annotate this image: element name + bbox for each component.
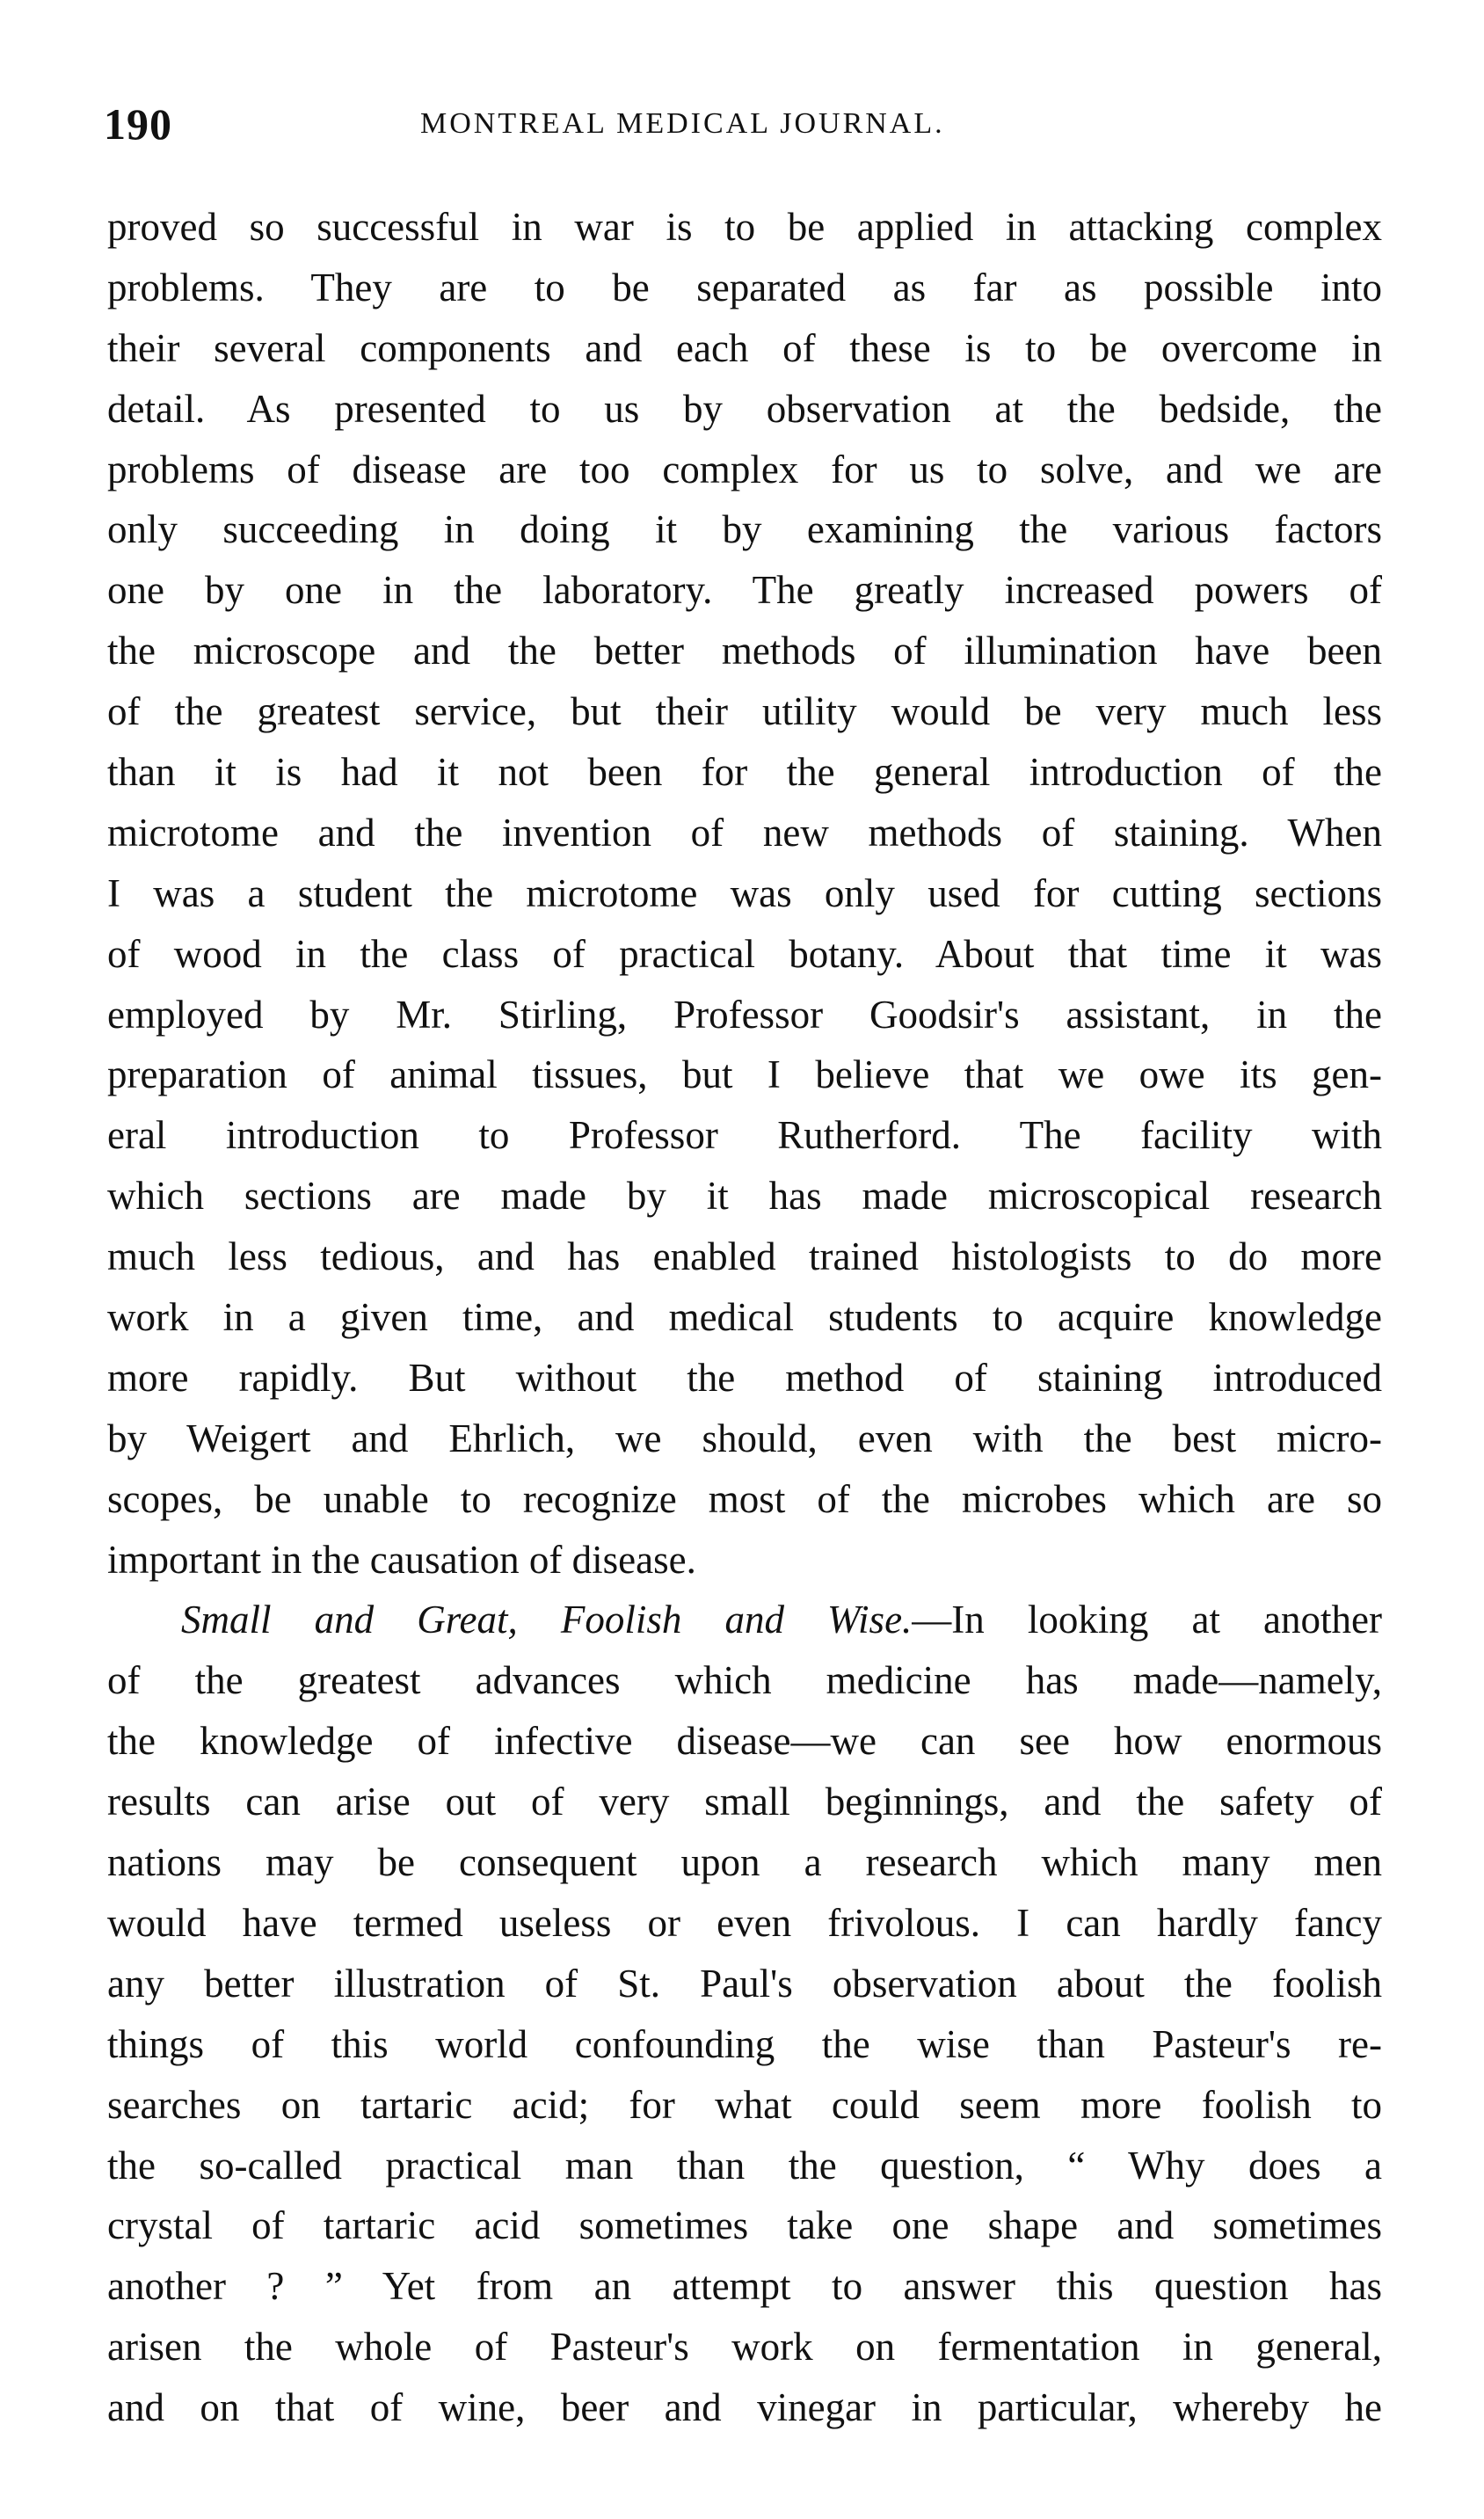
text-line: I was a student the microtome was only used for cutting sections [107, 870, 1382, 915]
text-line: the knowledge of infective disease—we can see how enormous [107, 1719, 1382, 1764]
text-line: eral introduction to Professor Rutherford. The facility with [107, 1113, 1382, 1158]
text-line: detail. As presented to us by observation at the bedside, the [107, 386, 1382, 431]
text-line: their several components and each of these is to be overcome in [107, 325, 1382, 370]
text-line: one by one in the laboratory. The greatly increased powers of [107, 568, 1382, 613]
text-line: work in a given time, and medical students to acquire knowledge [107, 1295, 1382, 1340]
text-line: would have termed useless or even frivolous. I can hardly fancy [107, 1900, 1382, 1945]
text-line: problems. They are to be separated as far as possible into [107, 265, 1382, 309]
text-line: employed by Mr. Stirling, Professor Goodsir's assistant, in the [107, 992, 1382, 1037]
text-line: arisen the whole of Pasteur's work on fermentation in general, [107, 2325, 1382, 2370]
text-line: searches on tartaric acid; for what could seem more foolish to [107, 2082, 1382, 2127]
text-line: problems of disease are too complex for us to solve, and we are [107, 447, 1382, 491]
paragraph-2 [107, 1590, 1382, 2437]
text-line: of the greatest service, but their utility would be very much less [107, 689, 1382, 734]
text-line: the so-called practical man than the question, “ Why does a [107, 2143, 1382, 2188]
text-line: results can arise out of very small beginnings, and the safety of [107, 1780, 1382, 1824]
section-heading: Small and Great, Foolish and Wise. [181, 1598, 913, 1642]
text-line: only succeeding in doing it by examining the various factors [107, 507, 1382, 552]
running-head [104, 98, 1387, 151]
text-line: crystal of tartaric acid sometimes take one shape and sometimes [107, 2203, 1382, 2248]
text-line: of the greatest advances which medicine has made—namely, [107, 1658, 1382, 1703]
text-line: proved so successful in war is to be applied in attacking complex [107, 205, 1382, 249]
text-line: another ? ” Yet from an attempt to answer this question has [107, 2264, 1382, 2309]
text-line: any better illustration of St. Paul's observation about the foolish [107, 1961, 1382, 2006]
text-line: much less tedious, and has enabled trained histologists to do more [107, 1234, 1382, 1279]
page-number: 190 [104, 99, 172, 149]
body-text [107, 197, 1382, 2438]
journal-title: MONTREAL MEDICAL JOURNAL. [420, 107, 945, 140]
text-line: by Weigert and Ehrlich, we should, even with the best micro- [107, 1416, 1382, 1460]
text-line: important in the causation of disease. [107, 1537, 696, 1582]
text-line: of wood in the class of practical botany. About that time it was [107, 931, 1382, 976]
text-line: which sections are made by it has made microscopical research [107, 1174, 1382, 1219]
text-line: the microscope and the better methods of illumination have been [107, 629, 1382, 673]
text-line: and on that of wine, beer and vinegar in particular, whereby he [107, 2385, 1382, 2430]
text-line: microtome and the invention of new methods of staining. When [107, 810, 1382, 855]
text-fragment: —In looking at another [912, 1598, 1382, 1642]
text-line: than it is had it not been for the general introduction of the [107, 750, 1382, 795]
text-line: preparation of animal tissues, but I believe that we owe its gen- [107, 1052, 1382, 1097]
paragraph-1 [107, 197, 1382, 1590]
text-line: nations may be consequent upon a research which many men [107, 1840, 1382, 1885]
text-line: things of this world confounding the wise than Pasteur's re- [107, 2021, 1382, 2066]
text-line [107, 1590, 1382, 1650]
text-line: scopes, be unable to recognize most of the microbes which are so [107, 1476, 1382, 1521]
text-line: more rapidly. But without the method of staining introduced [107, 1355, 1382, 1400]
